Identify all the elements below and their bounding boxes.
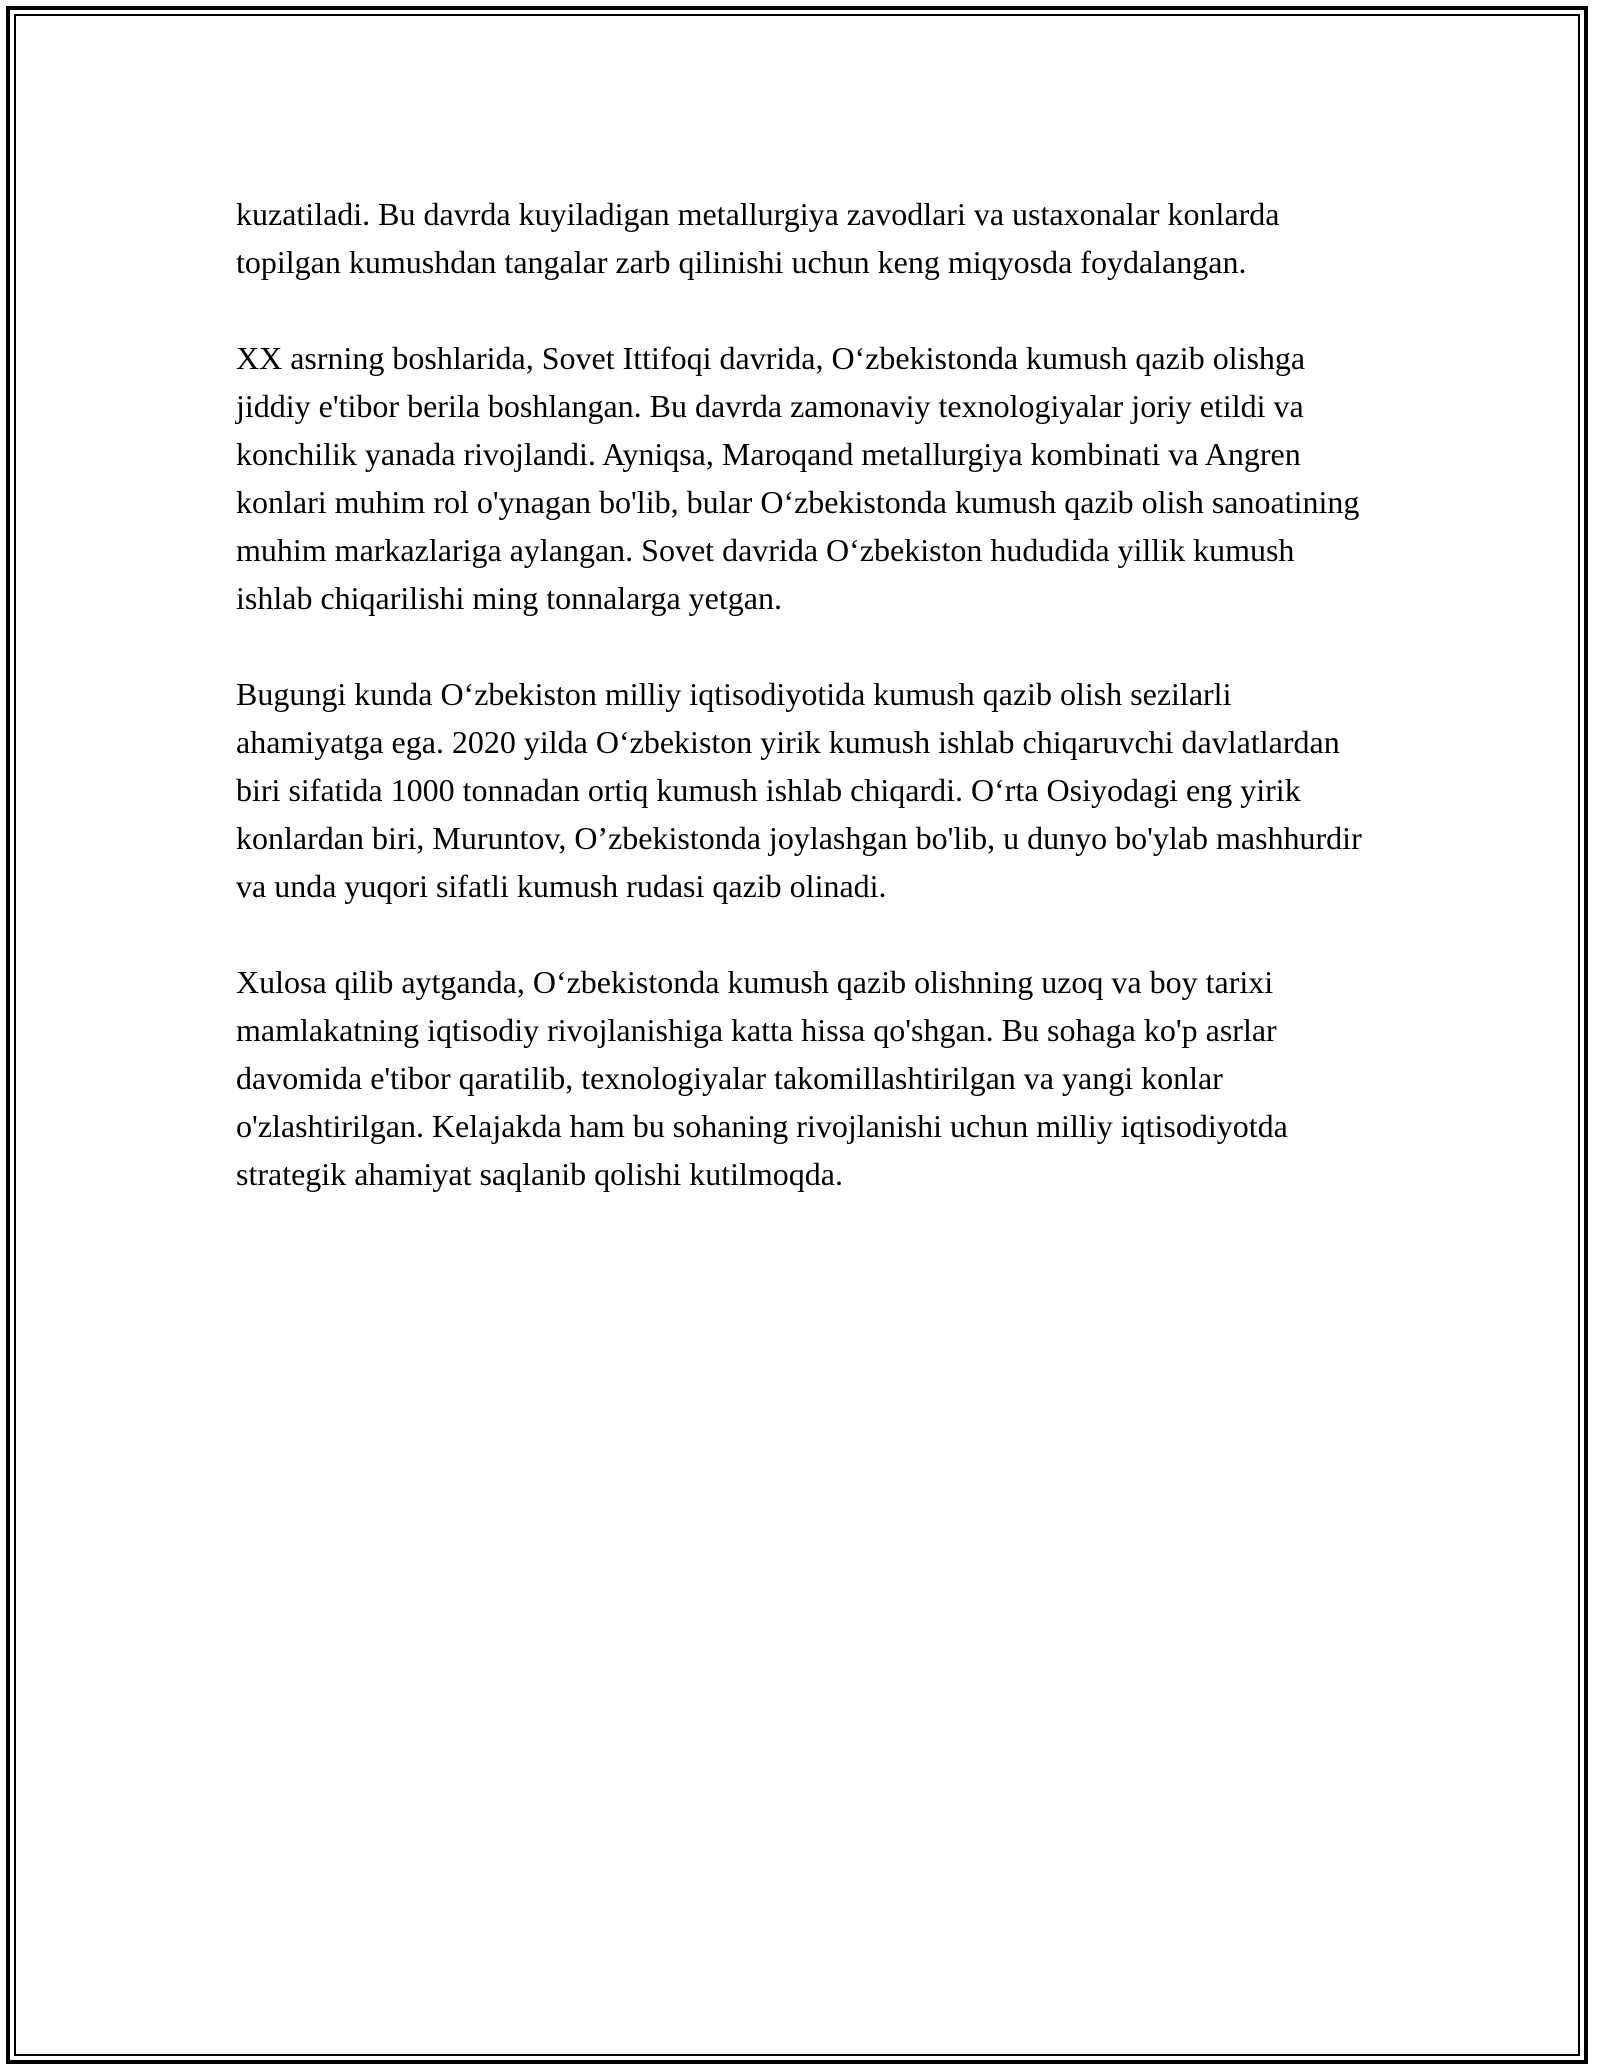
paragraph-2: XX asrning boshlarida, Sovet Ittifoqi davrida, O‘zbekistonda kumush qazib olishga jiddiy e'tibor berila boshlangan. Bu davrda zamonaviy texnologiyalar joriy etildi va konchilik yanada rivojlandi. Ayniqsa, Maroqand metallurgiya kombinati va Angren konlari muhim rol o'ynagan bo'lib, bular O‘zbekistonda kumush qazib olish sanoatining muhim markazlariga aylangan. Sovet davrida O‘zbekiston hududida yillik kumush ishlab chiqarilishi ming tonnalarga yetgan.	[236, 340, 1360, 616]
paragraph-1: kuzatiladi. Bu davrda kuyiladigan metallurgiya zavodlari va ustaxonalar konlarda topilgan kumushdan tangalar zarb qilinishi uchun keng miqyosda foydalangan.	[236, 196, 1280, 280]
document-body	[236, 190, 1376, 1246]
paragraph-4: Xulosa qilib aytganda, O‘zbekistonda kumush qazib olishning uzoq va boy tarixi mamlakatning iqtisodiy rivojlanishiga katta hissa qo'shgan. Bu sohaga ko'p asrlar davomida e'tibor qaratilib, texnologiyalar takomillashtirilgan va yangi konlar o'zlashtirilgan. Kelajakda ham bu sohaning rivojlanishi uchun milliy iqtisodiyotda strategik ahamiyat saqlanib qolishi kutilmoqda.	[236, 964, 1288, 1192]
paragraph-3: Bugungi kunda O‘zbekiston milliy iqtisodiyotida kumush qazib olish sezilarli ahamiyatga ega. 2020 yilda O‘zbekiston yirik kumush ishlab chiqaruvchi davlatlardan biri sifatida 1000 tonnadan ortiq kumush ishlab chiqardi. O‘rta Osiyodagi eng yirik konlardan biri, Muruntov, O’zbekistonda joylashgan bo'lib, u dunyo bo'ylab mashhurdir va unda yuqori sifatli kumush rudasi qazib olinadi.	[236, 676, 1362, 904]
